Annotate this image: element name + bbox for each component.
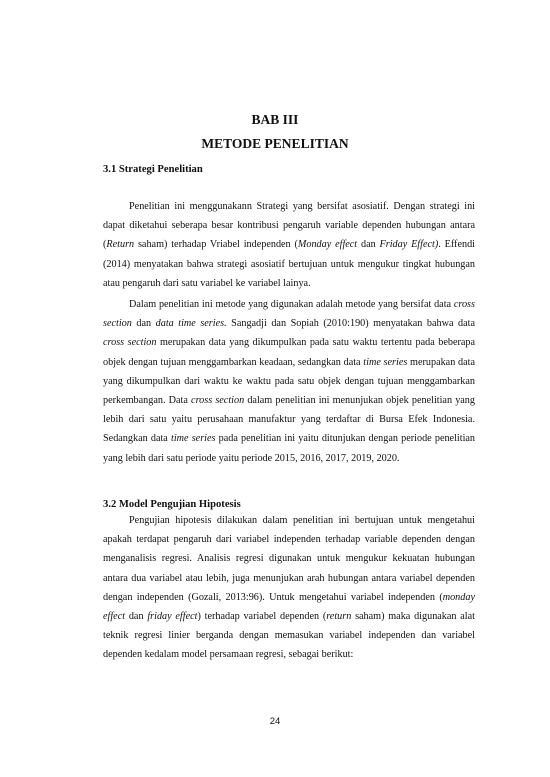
paragraph-metode-data: Dalam penelitian ini metode yang digunakan adalah metode yang bersifat data cross section dan data time series. Sangadji dan Sopiah (2010:190) menyatakan bahwa data cross section merupakan data yang dikumpulkan pada satu waktu tertentu pada beberapa objek dengan tujuan menggambarkan keadaan, sedangkan data time series merupakan data yang dikumpulkan dari waktu ke waktu pada satu objek dengan tujuan menggambarkan perkembangan. Data cross section dalam penelitian ini menunjukan objek penelitian yang lebih dari satu yaitu perusahaan manufaktur yang terdaftar di Bursa Efek Indonesia. Sedangkan data time series pada penelitian ini yaitu ditunjukan dengan periode penelitian yang lebih dari satu periode yaitu periode 2015, 2016, 2017, 2019, 2020. — [103, 299, 476, 464]
paragraph-model-pengujian: Pengujian hipotesis dilakukan dalam penelitian ini bertujuan untuk mengetahui apakah terdapat pengaruh dari variabel independen terhadap variable dependen dengan menganalisis regresi. Analisis regresi digunakan untuk mengukur kekuatan hubungan antara dua variabel atau lebih, juga menunjukan arah hubungan antara variabel dependen dengan independen (Gozali, 2013:96). Untuk mengetahui variabel independen (monday effect dan friday effect) terhadap variabel dependen (return saham) maka digunakan alat teknik regresi linier berganda dengan memasukan variabel independen dan variabel dependen kedalam model persamaan regresi, sebagai berikut: — [103, 515, 475, 661]
section-heading-model: 3.2 Model Pengujian Hipotesis — [103, 499, 241, 510]
page-number: 24 — [269, 716, 281, 727]
paragraph-strategi: Penelitian ini menggunakann Strategi yang bersifat asosiatif. Dengan strategi ini dapat diketahui seberapa besar kontribusi pengaruh variable dependen hubungan antara (Return saham) terhadap Vriabel independen (Monday effect dan Friday Effect). Effendi (2014) menyatakan bahwa strategi asosiatif bertujuan untuk mengukur tingkat hubungan atau pengaruh dari satu variabel ke variabel lainya. — [103, 201, 475, 289]
chapter-title: METODE PENELITIAN — [201, 136, 349, 151]
chapter-number: BAB III — [251, 112, 299, 127]
section-heading-strategi: 3.1 Strategi Penelitian — [103, 164, 203, 175]
